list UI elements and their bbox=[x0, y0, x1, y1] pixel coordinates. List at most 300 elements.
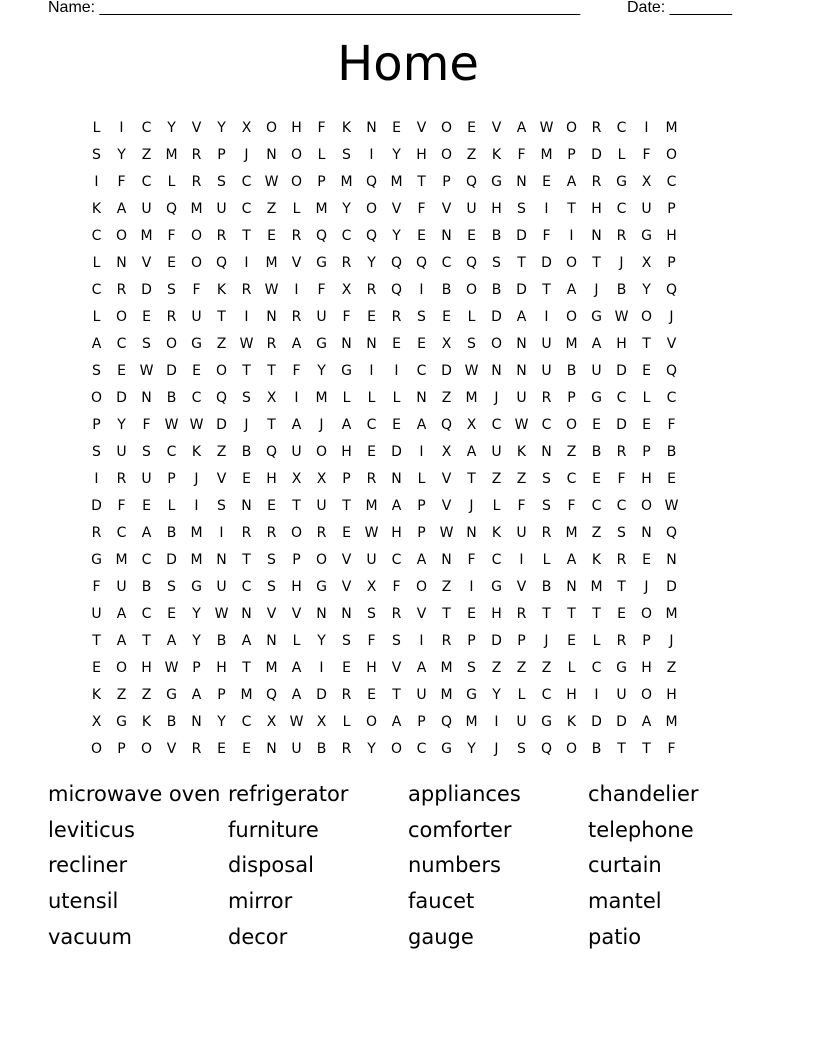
grid-letter: G bbox=[316, 578, 327, 595]
grid-letter: O bbox=[290, 146, 303, 163]
grid-letter: C bbox=[591, 659, 602, 676]
grid-letter: R bbox=[516, 605, 527, 622]
grid-letter: C bbox=[241, 200, 252, 217]
grid-letter: W bbox=[264, 281, 279, 298]
grid-row bbox=[84, 384, 684, 411]
grid-letter: M bbox=[265, 659, 278, 676]
grid-letter: K bbox=[91, 200, 102, 217]
grid-letter: H bbox=[666, 227, 677, 244]
grid-letter: C bbox=[241, 173, 252, 190]
grid-letter: X bbox=[366, 578, 377, 595]
grid-row bbox=[84, 141, 684, 168]
grid-letter: E bbox=[367, 686, 376, 703]
grid-letter: C bbox=[416, 740, 427, 757]
grid-letter: F bbox=[117, 497, 126, 514]
grid-letter: E bbox=[167, 605, 176, 622]
grid-letter: X bbox=[641, 173, 652, 190]
grid-letter: S bbox=[267, 551, 276, 568]
grid-letter: M bbox=[190, 200, 203, 217]
grid-letter: M bbox=[440, 686, 453, 703]
grid-letter: F bbox=[667, 740, 676, 757]
grid-row bbox=[84, 330, 684, 357]
grid-letter: W bbox=[139, 362, 154, 379]
grid-letter: C bbox=[541, 686, 552, 703]
grid-letter: W bbox=[164, 416, 179, 433]
grid-letter: O bbox=[565, 416, 578, 433]
grid-letter: U bbox=[291, 740, 302, 757]
grid-letter: O bbox=[190, 227, 203, 244]
grid-letter: C bbox=[566, 470, 577, 487]
grid-letter: K bbox=[491, 146, 502, 163]
grid-letter: O bbox=[115, 227, 128, 244]
grid-letter: I bbox=[494, 713, 499, 730]
grid-letter: C bbox=[116, 335, 127, 352]
grid-letter: S bbox=[492, 254, 501, 271]
grid-letter: B bbox=[491, 281, 502, 298]
grid-letter: L bbox=[92, 308, 101, 325]
grid-letter: W bbox=[464, 362, 479, 379]
grid-row bbox=[84, 546, 684, 573]
grid-letter: A bbox=[641, 713, 652, 730]
grid-letter: D bbox=[541, 254, 552, 271]
grid-letter: U bbox=[191, 308, 202, 325]
grid-letter: C bbox=[166, 443, 177, 460]
grid-letter: Q bbox=[390, 281, 403, 298]
grid-letter: N bbox=[116, 254, 127, 271]
grid-letter: C bbox=[91, 227, 102, 244]
grid-letter: H bbox=[616, 335, 627, 352]
word-bank-item: chandelier bbox=[588, 782, 699, 806]
grid-letter: O bbox=[315, 551, 328, 568]
grid-letter: B bbox=[591, 740, 602, 757]
grid-letter: D bbox=[666, 578, 677, 595]
grid-letter: N bbox=[366, 119, 377, 136]
grid-letter: G bbox=[316, 254, 327, 271]
grid-row bbox=[84, 357, 684, 384]
grid-letter: E bbox=[392, 119, 401, 136]
grid-letter: W bbox=[514, 416, 529, 433]
grid-letter: U bbox=[366, 551, 377, 568]
grid-letter: E bbox=[467, 227, 476, 244]
grid-letter: L bbox=[342, 713, 351, 730]
grid-letter: Y bbox=[492, 686, 501, 703]
grid-letter: A bbox=[566, 551, 577, 568]
grid-letter: A bbox=[241, 632, 252, 649]
grid-letter: R bbox=[366, 470, 377, 487]
grid-letter: F bbox=[667, 416, 676, 433]
grid-letter: D bbox=[616, 416, 627, 433]
word-bank-item: mirror bbox=[228, 889, 293, 914]
grid-letter: S bbox=[92, 146, 101, 163]
grid-letter: Z bbox=[491, 470, 502, 487]
grid-letter: P bbox=[417, 713, 426, 730]
grid-letter: B bbox=[316, 740, 327, 757]
grid-letter: H bbox=[141, 659, 152, 676]
grid-letter: P bbox=[442, 173, 451, 190]
grid-letter: C bbox=[191, 389, 202, 406]
grid-letter: M bbox=[465, 389, 478, 406]
grid-letter: T bbox=[242, 227, 251, 244]
grid-letter: V bbox=[291, 254, 302, 271]
grid-letter: Q bbox=[390, 254, 403, 271]
grid-letter: J bbox=[319, 416, 324, 433]
grid-letter: P bbox=[467, 632, 476, 649]
grid-letter: P bbox=[567, 389, 576, 406]
grid-letter: A bbox=[116, 200, 127, 217]
grid-letter: J bbox=[194, 470, 199, 487]
grid-letter: N bbox=[241, 605, 252, 622]
grid-letter: J bbox=[619, 254, 624, 271]
grid-letter: V bbox=[416, 119, 427, 136]
grid-letter: O bbox=[440, 119, 453, 136]
word-bank-item: appliances bbox=[408, 782, 521, 806]
grid-letter: Y bbox=[217, 119, 226, 136]
grid-letter: N bbox=[366, 335, 377, 352]
grid-letter: Z bbox=[116, 686, 127, 703]
grid-letter: T bbox=[517, 254, 526, 271]
grid-letter: I bbox=[369, 146, 374, 163]
grid-letter: A bbox=[291, 416, 302, 433]
grid-letter: P bbox=[517, 632, 526, 649]
grid-letter: S bbox=[542, 497, 551, 514]
grid-letter: Q bbox=[665, 524, 678, 541]
grid-letter: R bbox=[241, 281, 252, 298]
grid-letter: T bbox=[142, 632, 151, 649]
grid-letter: O bbox=[565, 308, 578, 325]
grid-letter: R bbox=[191, 740, 202, 757]
grid-letter: A bbox=[416, 416, 427, 433]
grid-letter: E bbox=[192, 362, 201, 379]
grid-letter: A bbox=[291, 686, 302, 703]
grid-letter: U bbox=[516, 389, 527, 406]
grid-letter: R bbox=[391, 308, 402, 325]
grid-letter: I bbox=[419, 443, 424, 460]
grid-letter: N bbox=[341, 605, 352, 622]
grid-letter: S bbox=[242, 389, 251, 406]
grid-letter: A bbox=[516, 119, 527, 136]
grid-letter: A bbox=[416, 659, 427, 676]
grid-letter: M bbox=[465, 713, 478, 730]
grid-letter: O bbox=[440, 146, 453, 163]
grid-letter: E bbox=[642, 551, 651, 568]
grid-letter: L bbox=[592, 632, 601, 649]
grid-letter: P bbox=[217, 686, 226, 703]
grid-letter: F bbox=[292, 362, 301, 379]
grid-letter: X bbox=[291, 470, 302, 487]
grid-letter: B bbox=[541, 578, 552, 595]
grid-letter: S bbox=[142, 443, 151, 460]
grid-letter: H bbox=[641, 659, 652, 676]
grid-letter: K bbox=[91, 686, 102, 703]
grid-letter: C bbox=[616, 200, 627, 217]
grid-letter: U bbox=[91, 605, 102, 622]
grid-letter: U bbox=[516, 524, 527, 541]
grid-letter: G bbox=[491, 173, 502, 190]
grid-letter: N bbox=[266, 308, 277, 325]
grid-letter: W bbox=[614, 308, 629, 325]
grid-letter: O bbox=[290, 524, 303, 541]
word-search-grid bbox=[84, 114, 684, 762]
grid-letter: U bbox=[216, 578, 227, 595]
grid-letter: Q bbox=[465, 254, 478, 271]
grid-letter: U bbox=[466, 200, 477, 217]
word-bank-item: decor bbox=[228, 924, 288, 949]
grid-letter: J bbox=[469, 497, 474, 514]
grid-letter: T bbox=[217, 308, 226, 325]
grid-letter: S bbox=[267, 578, 276, 595]
grid-letter: R bbox=[91, 524, 102, 541]
grid-letter: E bbox=[117, 362, 126, 379]
grid-letter: U bbox=[416, 686, 427, 703]
grid-letter: G bbox=[491, 578, 502, 595]
grid-letter: R bbox=[441, 632, 452, 649]
word-bank-item: telephone bbox=[588, 817, 694, 842]
grid-letter: I bbox=[544, 308, 549, 325]
grid-letter: I bbox=[294, 281, 299, 298]
grid-letter: O bbox=[390, 740, 403, 757]
grid-letter: J bbox=[644, 578, 649, 595]
grid-letter: V bbox=[391, 659, 402, 676]
grid-letter: L bbox=[292, 200, 301, 217]
grid-letter: D bbox=[591, 146, 602, 163]
grid-row bbox=[84, 276, 684, 303]
grid-letter: L bbox=[367, 389, 376, 406]
grid-letter: E bbox=[142, 308, 151, 325]
grid-letter: X bbox=[441, 335, 452, 352]
grid-letter: Q bbox=[540, 740, 553, 757]
grid-letter: E bbox=[342, 524, 351, 541]
grid-letter: D bbox=[91, 497, 102, 514]
grid-letter: O bbox=[165, 335, 178, 352]
grid-letter: B bbox=[616, 281, 627, 298]
grid-letter: O bbox=[565, 254, 578, 271]
grid-letter: V bbox=[166, 740, 177, 757]
grid-letter: F bbox=[467, 551, 476, 568]
grid-letter: Y bbox=[342, 200, 351, 217]
grid-letter: Z bbox=[491, 659, 502, 676]
grid-letter: M bbox=[140, 227, 153, 244]
grid-letter: T bbox=[267, 416, 276, 433]
grid-letter: R bbox=[166, 308, 177, 325]
grid-letter: J bbox=[244, 146, 249, 163]
grid-letter: A bbox=[391, 713, 402, 730]
grid-letter: G bbox=[191, 578, 202, 595]
grid-letter: Y bbox=[467, 740, 476, 757]
grid-letter: K bbox=[566, 713, 577, 730]
grid-letter: L bbox=[167, 497, 176, 514]
grid-letter: U bbox=[591, 362, 602, 379]
grid-letter: C bbox=[241, 713, 252, 730]
grid-letter: U bbox=[616, 686, 627, 703]
grid-letter: D bbox=[491, 632, 502, 649]
grid-letter: R bbox=[116, 281, 127, 298]
grid-letter: M bbox=[190, 524, 203, 541]
grid-letter: T bbox=[542, 605, 551, 622]
grid-letter: H bbox=[491, 200, 502, 217]
grid-letter: V bbox=[341, 578, 352, 595]
grid-letter: O bbox=[190, 254, 203, 271]
grid-letter: F bbox=[92, 578, 101, 595]
grid-letter: M bbox=[665, 713, 678, 730]
grid-letter: V bbox=[191, 119, 202, 136]
grid-letter: L bbox=[467, 308, 476, 325]
grid-letter: X bbox=[316, 713, 327, 730]
grid-letter: N bbox=[266, 632, 277, 649]
grid-letter: I bbox=[394, 362, 399, 379]
grid-letter: N bbox=[566, 578, 577, 595]
grid-letter: V bbox=[441, 200, 452, 217]
grid-letter: F bbox=[392, 578, 401, 595]
grid-letter: N bbox=[341, 335, 352, 352]
grid-letter: C bbox=[666, 173, 677, 190]
grid-letter: F bbox=[542, 227, 551, 244]
grid-letter: W bbox=[264, 173, 279, 190]
grid-letter: D bbox=[616, 362, 627, 379]
grid-letter: V bbox=[291, 605, 302, 622]
grid-letter: Y bbox=[117, 416, 126, 433]
grid-letter: Y bbox=[367, 740, 376, 757]
grid-letter: S bbox=[142, 335, 151, 352]
grid-letter: Q bbox=[315, 227, 328, 244]
grid-letter: O bbox=[565, 740, 578, 757]
grid-letter: M bbox=[365, 497, 378, 514]
grid-letter: B bbox=[666, 443, 677, 460]
grid-letter: C bbox=[541, 416, 552, 433]
grid-letter: B bbox=[241, 443, 252, 460]
grid-letter: U bbox=[141, 470, 152, 487]
grid-letter: D bbox=[591, 713, 602, 730]
grid-letter: I bbox=[94, 470, 99, 487]
word-bank-item: recliner bbox=[48, 853, 128, 878]
grid-letter: B bbox=[216, 632, 227, 649]
grid-letter: M bbox=[315, 200, 328, 217]
grid-letter: N bbox=[441, 551, 452, 568]
grid-letter: M bbox=[565, 335, 578, 352]
grid-letter: C bbox=[616, 119, 627, 136]
grid-letter: S bbox=[467, 335, 476, 352]
grid-letter: A bbox=[141, 524, 152, 541]
grid-letter: A bbox=[591, 335, 602, 352]
grid-letter: E bbox=[367, 308, 376, 325]
grid-letter: D bbox=[516, 227, 527, 244]
grid-letter: A bbox=[191, 686, 202, 703]
grid-letter: I bbox=[294, 389, 299, 406]
grid-letter: N bbox=[316, 605, 327, 622]
grid-letter: H bbox=[366, 659, 377, 676]
grid-letter: V bbox=[491, 119, 502, 136]
grid-letter: R bbox=[616, 632, 627, 649]
grid-letter: H bbox=[566, 686, 577, 703]
grid-letter: B bbox=[566, 362, 577, 379]
grid-letter: Y bbox=[167, 119, 176, 136]
grid-letter: L bbox=[517, 686, 526, 703]
grid-letter: W bbox=[289, 713, 304, 730]
grid-letter: A bbox=[391, 497, 402, 514]
word-bank bbox=[48, 780, 768, 958]
grid-letter: H bbox=[591, 200, 602, 217]
grid-letter: Q bbox=[265, 686, 278, 703]
grid-letter: S bbox=[617, 524, 626, 541]
grid-letter: N bbox=[516, 335, 527, 352]
grid-letter: X bbox=[641, 254, 652, 271]
grid-row bbox=[84, 195, 684, 222]
grid-letter: P bbox=[92, 416, 101, 433]
grid-letter: G bbox=[341, 362, 352, 379]
grid-letter: J bbox=[594, 281, 599, 298]
grid-letter: C bbox=[491, 551, 502, 568]
grid-letter: T bbox=[567, 605, 576, 622]
grid-letter: E bbox=[242, 470, 251, 487]
grid-letter: X bbox=[441, 443, 452, 460]
grid-letter: C bbox=[141, 551, 152, 568]
grid-letter: R bbox=[341, 254, 352, 271]
grid-letter: R bbox=[341, 740, 352, 757]
grid-letter: L bbox=[317, 146, 326, 163]
grid-letter: R bbox=[266, 335, 277, 352]
grid-letter: M bbox=[390, 173, 403, 190]
grid-letter: H bbox=[291, 578, 302, 595]
grid-letter: P bbox=[342, 470, 351, 487]
grid-letter: S bbox=[517, 200, 526, 217]
grid-letter: A bbox=[566, 173, 577, 190]
grid-letter: Q bbox=[365, 173, 378, 190]
grid-letter: L bbox=[392, 389, 401, 406]
grid-letter: W bbox=[364, 524, 379, 541]
grid-letter: Q bbox=[665, 362, 678, 379]
grid-row bbox=[84, 114, 684, 141]
grid-letter: H bbox=[666, 686, 677, 703]
grid-letter: C bbox=[141, 173, 152, 190]
grid-letter: P bbox=[217, 146, 226, 163]
grid-letter: W bbox=[239, 335, 254, 352]
grid-letter: T bbox=[592, 254, 601, 271]
grid-letter: S bbox=[92, 443, 101, 460]
grid-letter: U bbox=[316, 497, 327, 514]
grid-letter: K bbox=[341, 119, 352, 136]
grid-row bbox=[84, 654, 684, 681]
grid-letter: R bbox=[591, 173, 602, 190]
grid-letter: G bbox=[466, 686, 477, 703]
grid-letter: A bbox=[116, 605, 127, 622]
grid-letter: T bbox=[567, 200, 576, 217]
grid-row bbox=[84, 222, 684, 249]
grid-letter: L bbox=[492, 497, 501, 514]
grid-letter: D bbox=[141, 281, 152, 298]
grid-letter: C bbox=[441, 254, 452, 271]
grid-letter: I bbox=[594, 686, 599, 703]
grid-letter: S bbox=[342, 632, 351, 649]
grid-letter: V bbox=[391, 200, 402, 217]
grid-letter: B bbox=[491, 227, 502, 244]
grid-row bbox=[84, 573, 684, 600]
word-bank-item: leviticus bbox=[48, 817, 135, 842]
grid-row bbox=[84, 627, 684, 654]
grid-letter: L bbox=[167, 173, 176, 190]
grid-letter: M bbox=[265, 254, 278, 271]
grid-letter: C bbox=[416, 362, 427, 379]
word-bank-item: patio bbox=[588, 924, 642, 949]
grid-letter: Q bbox=[440, 713, 453, 730]
grid-letter: V bbox=[141, 254, 152, 271]
grid-letter: P bbox=[417, 524, 426, 541]
grid-row bbox=[84, 465, 684, 492]
grid-letter: T bbox=[642, 335, 651, 352]
grid-letter: N bbox=[141, 389, 152, 406]
grid-letter: N bbox=[466, 524, 477, 541]
grid-letter: J bbox=[494, 389, 499, 406]
grid-letter: R bbox=[541, 524, 552, 541]
grid-letter: Y bbox=[642, 281, 651, 298]
